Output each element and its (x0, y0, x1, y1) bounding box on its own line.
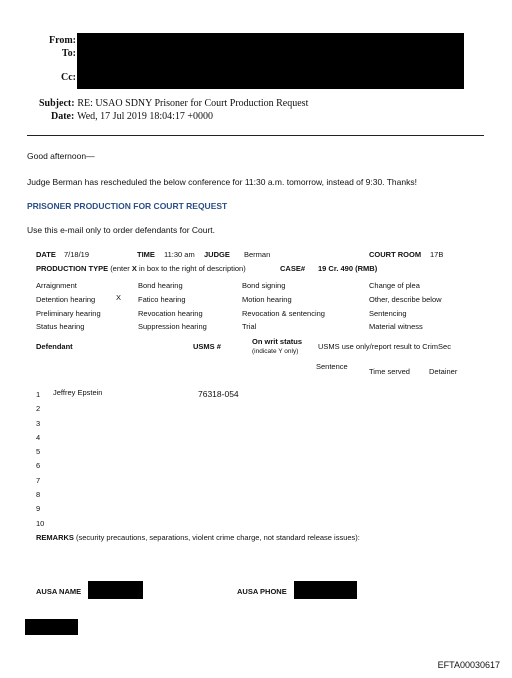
type-motion-hearing: Motion hearing (242, 294, 292, 304)
row-number: 6 (36, 461, 41, 471)
remarks-label: REMARKS (36, 533, 74, 542)
usms-use-label: USMS use only/report result to CrimSec (318, 342, 451, 351)
time-field-value: 11:30 am (164, 250, 195, 259)
row-number: 7 (36, 475, 41, 485)
subject-line (39, 98, 308, 109)
defendant-name-1: Jeffrey Epstein (53, 388, 103, 397)
greeting: Good afternoon— (27, 151, 95, 161)
sentence-label: Sentence (316, 362, 348, 371)
production-type-note-pre: (enter (110, 264, 132, 273)
type-bond-signing: Bond signing (242, 281, 286, 290)
form-title: PRISONER PRODUCTION FOR COURT REQUEST (27, 201, 228, 211)
date-field-label: DATE (36, 250, 56, 259)
type-other: Other, describe below (369, 294, 442, 304)
type-arraignment: Arraignment (36, 281, 77, 290)
from-label: From: (48, 35, 76, 46)
type-suppression-hearing: Suppression hearing (138, 322, 207, 332)
type-sentencing: Sentencing (369, 308, 407, 318)
date-field-value: 7/18/19 (64, 250, 90, 259)
date-line (51, 111, 213, 122)
courtroom-field-label: COURT ROOM (369, 250, 422, 259)
message: Judge Berman has rescheduled the below conference for 11:30 a.m. tomorrow, instead of 9:30. Thanks! (27, 177, 417, 187)
courtroom-field-value: 17B (430, 250, 444, 259)
remarks-note: (security precautions, separations, violent crime charge, not standard release issues): (73, 533, 360, 542)
ausa-name-label: AUSA NAME (36, 587, 82, 596)
types-col-4 (369, 279, 442, 334)
type-revocation-sentencing: Revocation & sentencing (242, 308, 325, 318)
row-number: 8 (36, 490, 41, 500)
production-type-label: PRODUCTION TYPE (36, 264, 109, 273)
writ-column-note: (indicate Y only) (252, 348, 299, 355)
redaction-ausa-phone (294, 581, 357, 599)
detainer-label: Detainer (429, 367, 458, 376)
type-fatico-hearing: Fatico hearing (138, 294, 186, 304)
case-field-value: 19 Cr. 490 (RMB) (318, 264, 378, 273)
row-number: 2 (36, 404, 41, 414)
judge-field-label: JUDGE (204, 250, 230, 259)
row-number: 1 (36, 390, 41, 399)
production-type-note-post: in box to the right of description) (136, 264, 246, 273)
usms-column-label: USMS # (193, 342, 221, 351)
production-type-note-x: X (131, 264, 137, 273)
production-type-line (36, 264, 246, 273)
type-trial: Trial (242, 322, 257, 332)
writ-column-label: On writ status (252, 337, 303, 346)
type-material-witness: Material witness (369, 322, 423, 332)
row-numbers (36, 388, 44, 531)
subject-value: RE: USAO SDNY Prisoner for Court Production Request (77, 98, 309, 109)
types-col-3 (242, 279, 325, 334)
remarks-line (36, 533, 360, 542)
time-field-label: TIME (137, 250, 155, 259)
date-value: Wed, 17 Jul 2019 18:04:17 +0000 (77, 111, 214, 122)
detention-selected-mark: X (116, 293, 122, 302)
redaction-signature (25, 619, 78, 635)
usms-number-1: 76318-054 (198, 389, 239, 399)
header-divider (27, 135, 484, 136)
time-served-label: Time served (369, 367, 410, 376)
type-change-of-plea: Change of plea (369, 281, 420, 290)
cc-label: Cc: (61, 72, 76, 83)
redaction-recipients (77, 33, 464, 89)
row-number: 10 (36, 518, 45, 528)
type-detention-hearing: Detention hearing (36, 294, 96, 304)
types-col-1 (36, 279, 101, 334)
row-number: 4 (36, 432, 41, 442)
case-field-label: CASE# (280, 264, 306, 273)
type-revocation-hearing: Revocation hearing (138, 308, 203, 318)
type-preliminary-hearing: Preliminary hearing (36, 308, 101, 318)
date-label: Date: (51, 111, 75, 122)
subject-label: Subject: (39, 98, 75, 109)
to-label: To: (61, 48, 76, 59)
row-number: 5 (36, 447, 41, 457)
defendant-column-label: Defendant (36, 342, 73, 351)
row-number: 3 (36, 418, 41, 428)
types-col-2 (138, 279, 207, 334)
type-bond-hearing: Bond hearing (138, 281, 183, 290)
form-instruction: Use this e-mail only to order defendants for Court. (27, 225, 216, 235)
row-number: 9 (36, 504, 41, 514)
ausa-phone-label: AUSA PHONE (237, 587, 287, 596)
type-status-hearing: Status hearing (36, 322, 85, 332)
redaction-ausa-name (88, 581, 143, 599)
document-id: EFTA00030617 (437, 660, 500, 670)
judge-field-value: Berman (244, 250, 271, 259)
